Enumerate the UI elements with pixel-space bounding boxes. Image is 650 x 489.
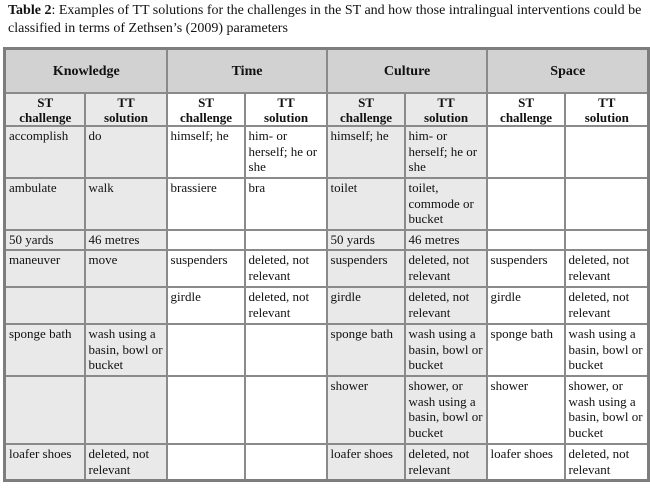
space-st-challenge-cell — [487, 230, 565, 250]
header-line: TT — [117, 95, 135, 110]
knowledge-tt-solution-cell: deleted, not relevant — [85, 444, 167, 480]
knowledge-tt-solution-cell: wash using a basin, bowl or bucket — [85, 324, 167, 376]
header-line: solution — [103, 110, 149, 125]
knowledge-tt-solution-cell — [85, 287, 167, 324]
group-header-time: Time — [167, 49, 327, 94]
culture-tt-solution-cell: toilet, commode or bucket — [405, 178, 487, 230]
knowledge-st-challenge-cell — [5, 287, 85, 324]
culture-st-challenge-cell: loafer shoes — [327, 444, 405, 480]
caption-text: : Examples of TT solutions for the challenges in the ST and how those intralingual interventions could be classified in terms of Zethsen’s (2009) parameters — [8, 3, 642, 36]
header-line: solution — [263, 110, 309, 125]
knowledge-tt-solution-cell — [85, 376, 167, 444]
sub-header-row — [5, 93, 649, 126]
space-st-challenge-cell: sponge bath — [487, 324, 565, 376]
culture-st-challenge-cell: girdle — [327, 287, 405, 324]
culture-tt-solution-header — [405, 93, 487, 126]
table-row — [5, 376, 649, 444]
space-tt-solution-cell: shower, or wash using a basin, bowl or bucket — [565, 376, 649, 444]
header-line: challenge — [180, 110, 233, 125]
header-line: TT — [277, 95, 295, 110]
culture-st-challenge-cell: suspenders — [327, 250, 405, 287]
time-st-challenge-cell: himself; he — [167, 126, 245, 178]
header-line: challenge — [500, 110, 553, 125]
knowledge-tt-solution-cell: move — [85, 250, 167, 287]
space-st-challenge-cell: girdle — [487, 287, 565, 324]
group-header-space: Space — [487, 49, 649, 94]
knowledge-st-challenge-cell: 50 yards — [5, 230, 85, 250]
space-st-challenge-header — [487, 93, 565, 126]
space-st-challenge-cell: shower — [487, 376, 565, 444]
header-line: challenge — [340, 110, 393, 125]
time-tt-solution-header — [245, 93, 327, 126]
knowledge-st-challenge-cell — [5, 376, 85, 444]
space-st-challenge-cell: loafer shoes — [487, 444, 565, 480]
space-tt-solution-cell: deleted, not relevant — [565, 444, 649, 480]
time-tt-solution-cell: him- or herself; he or she — [245, 126, 327, 178]
time-st-challenge-cell — [167, 324, 245, 376]
space-st-challenge-cell — [487, 178, 565, 230]
culture-st-challenge-header — [327, 93, 405, 126]
time-st-challenge-cell — [167, 376, 245, 444]
space-tt-solution-cell — [565, 230, 649, 250]
knowledge-st-challenge-cell: ambulate — [5, 178, 85, 230]
space-tt-solution-cell: deleted, not relevant — [565, 250, 649, 287]
table-row — [5, 444, 649, 480]
table-caption — [8, 2, 648, 38]
knowledge-tt-solution-header — [85, 93, 167, 126]
table-row — [5, 324, 649, 376]
parameters-table — [3, 47, 650, 482]
header-line: ST — [518, 95, 534, 110]
time-st-challenge-cell: suspenders — [167, 250, 245, 287]
time-st-challenge-cell — [167, 230, 245, 250]
caption-label: Table 2 — [8, 3, 52, 18]
time-tt-solution-cell — [245, 324, 327, 376]
time-st-challenge-cell: brassiere — [167, 178, 245, 230]
time-tt-solution-cell: deleted, not relevant — [245, 287, 327, 324]
header-line: TT — [598, 95, 616, 110]
culture-tt-solution-cell: shower, or wash using a basin, bowl or bucket — [405, 376, 487, 444]
culture-tt-solution-cell: deleted, not relevant — [405, 444, 487, 480]
time-tt-solution-cell — [245, 376, 327, 444]
space-tt-solution-cell — [565, 178, 649, 230]
space-st-challenge-cell — [487, 126, 565, 178]
group-header-row — [5, 49, 649, 94]
table-body — [5, 126, 649, 480]
knowledge-st-challenge-cell: maneuver — [5, 250, 85, 287]
header-line: ST — [37, 95, 54, 110]
knowledge-st-challenge-cell: loafer shoes — [5, 444, 85, 480]
time-tt-solution-cell — [245, 444, 327, 480]
knowledge-st-challenge-cell: sponge bath — [5, 324, 85, 376]
culture-st-challenge-cell: toilet — [327, 178, 405, 230]
time-tt-solution-cell — [245, 230, 327, 250]
knowledge-st-challenge-header — [5, 93, 85, 126]
space-tt-solution-header — [565, 93, 649, 126]
culture-tt-solution-cell: 46 metres — [405, 230, 487, 250]
knowledge-st-challenge-cell: accomplish — [5, 126, 85, 178]
culture-st-challenge-cell: 50 yards — [327, 230, 405, 250]
header-line: challenge — [19, 110, 72, 125]
header-line: TT — [437, 95, 455, 110]
header-line: ST — [358, 95, 374, 110]
culture-tt-solution-cell: deleted, not relevant — [405, 250, 487, 287]
culture-st-challenge-cell: sponge bath — [327, 324, 405, 376]
time-st-challenge-header — [167, 93, 245, 126]
table-row — [5, 178, 649, 230]
table-row — [5, 230, 649, 250]
culture-tt-solution-cell: wash using a basin, bowl or bucket — [405, 324, 487, 376]
table-row — [5, 287, 649, 324]
space-tt-solution-cell: deleted, not relevant — [565, 287, 649, 324]
space-st-challenge-cell: suspenders — [487, 250, 565, 287]
header-line: solution — [424, 110, 469, 125]
table-row — [5, 250, 649, 287]
group-header-culture: Culture — [327, 49, 487, 94]
space-tt-solution-cell: wash using a basin, bowl or bucket — [565, 324, 649, 376]
time-st-challenge-cell — [167, 444, 245, 480]
knowledge-tt-solution-cell: do — [85, 126, 167, 178]
culture-st-challenge-cell: shower — [327, 376, 405, 444]
header-line: ST — [198, 95, 214, 110]
space-tt-solution-cell — [565, 126, 649, 178]
knowledge-tt-solution-cell: walk — [85, 178, 167, 230]
time-tt-solution-cell: deleted, not relevant — [245, 250, 327, 287]
culture-tt-solution-cell: him- or herself; he or she — [405, 126, 487, 178]
time-st-challenge-cell: girdle — [167, 287, 245, 324]
time-tt-solution-cell: bra — [245, 178, 327, 230]
group-header-knowledge: Knowledge — [5, 49, 167, 94]
culture-st-challenge-cell: himself; he — [327, 126, 405, 178]
table-row — [5, 126, 649, 178]
culture-tt-solution-cell: deleted, not relevant — [405, 287, 487, 324]
knowledge-tt-solution-cell: 46 metres — [85, 230, 167, 250]
header-line: solution — [584, 110, 629, 125]
